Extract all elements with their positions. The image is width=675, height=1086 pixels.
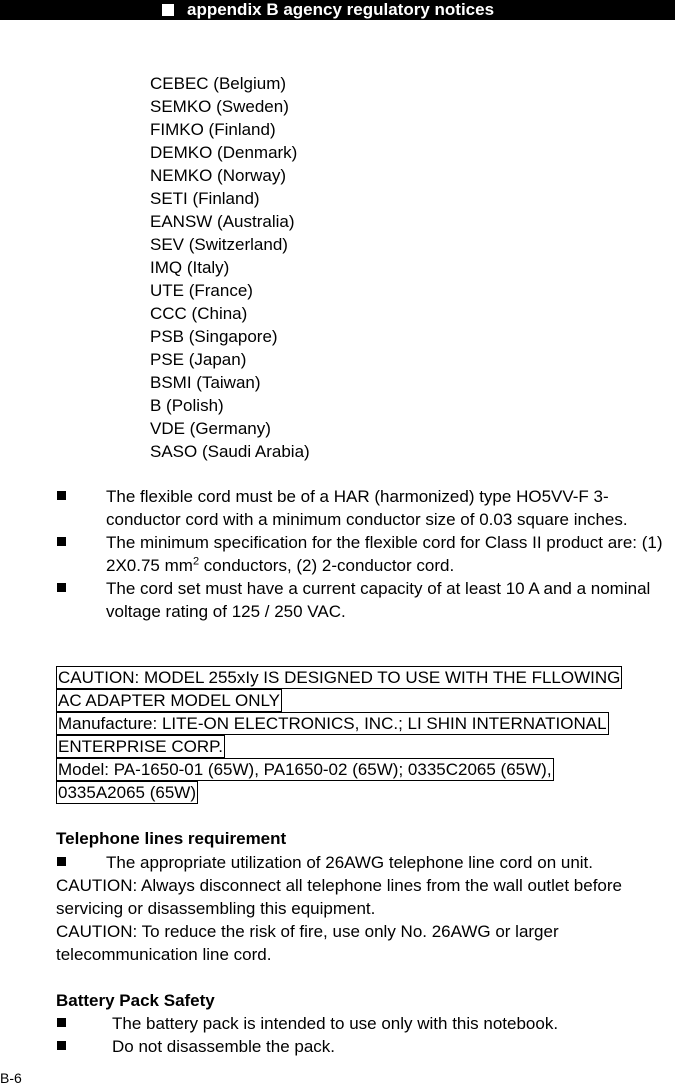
list-item [56, 1012, 666, 1035]
agency-item: SEV (Switzerland) [150, 235, 288, 254]
cord-item-text: The minimum specification for the flexible cord for Class II product are: (1) 2X0.75 mm [106, 533, 663, 575]
agency-list [150, 72, 310, 463]
agency-item: PSB (Singapore) [150, 327, 278, 346]
agency-item: SASO (Saudi Arabia) [150, 442, 310, 461]
telephone-item-text: The appropriate utilization of 26AWG telephone line cord on unit. [106, 853, 593, 872]
bullet-square-icon [57, 1018, 66, 1027]
list-item [56, 531, 666, 577]
agency-item: EANSW (Australia) [150, 212, 295, 231]
list-item [56, 577, 666, 623]
page-number: B-6 [0, 1070, 22, 1086]
bullet-square-icon [57, 491, 66, 500]
list-item [56, 851, 666, 874]
section-header [0, 0, 675, 20]
caution-line: ENTERPRISE CORP. [58, 737, 224, 756]
agency-item: FIMKO (Finland) [150, 120, 276, 139]
cord-item-text: The cord set must have a current capacity of at least 10 A and a nominal voltage rating of 125 / 250 VAC. [106, 579, 651, 621]
agency-item: BSMI (Taiwan) [150, 373, 261, 392]
battery-item-text: The battery pack is intended to use only with this notebook. [112, 1014, 559, 1033]
agency-item: CCC (China) [150, 304, 248, 323]
cord-item-text-cont: conductors, (2) 2-conductor cord. [199, 556, 455, 575]
agency-item: IMQ (Italy) [150, 258, 230, 277]
bullet-square-icon [57, 1041, 66, 1050]
list-item [56, 485, 666, 531]
telephone-caution-2: CAUTION: To reduce the risk of fire, use only No. 26AWG or larger telecommunication line cord. [56, 922, 559, 964]
battery-item-text: Do not disassemble the pack. [112, 1037, 336, 1056]
header-title: appendix B agency regulatory notices [187, 0, 495, 19]
adapter-caution-block [56, 666, 675, 804]
agency-item: PSE (Japan) [150, 350, 247, 369]
battery-list [56, 1012, 666, 1058]
caution-line: 0335A2065 (65W) [58, 783, 196, 802]
header-square-icon [162, 4, 174, 16]
telephone-list [56, 851, 666, 874]
bullet-square-icon [57, 537, 66, 546]
bullet-square-icon [57, 583, 66, 592]
caution-line: Manufacture: LITE-ON ELECTRONICS, INC.; LI SHIN INTERNATIONAL [58, 714, 607, 733]
cord-item-text: The flexible cord must be of a HAR (harmonized) type HO5VV-F 3-conductor cord with a minimum conductor size of 0.03 square inches. [106, 487, 628, 529]
telephone-caution-1: CAUTION: Always disconnect all telephone lines from the wall outlet before servicing or disassembling this equipment. [56, 876, 622, 918]
caution-line: Model: PA-1650-01 (65W), PA1650-02 (65W); 0335C2065 (65W), [58, 760, 552, 779]
agency-item: DEMKO (Denmark) [150, 143, 298, 162]
agency-item: VDE (Germany) [150, 419, 271, 438]
agency-item: SEMKO (Sweden) [150, 97, 289, 116]
agency-item: CEBEC (Belgium) [150, 74, 287, 93]
agency-item: UTE (France) [150, 281, 253, 300]
telephone-section-title: Telephone lines requirement [56, 829, 287, 848]
agency-item: B (Polish) [150, 396, 224, 415]
agency-item: SETI (Finland) [150, 189, 260, 208]
bullet-square-icon [57, 857, 66, 866]
battery-section-title: Battery Pack Safety [56, 991, 215, 1010]
caution-line: AC ADAPTER MODEL ONLY [58, 691, 280, 710]
cord-requirements-list [56, 485, 666, 623]
agency-item: NEMKO (Norway) [150, 166, 287, 185]
superscript: 2 [192, 555, 200, 568]
caution-line: CAUTION: MODEL 255xIy IS DESIGNED TO USE WITH THE FLLOWING [58, 668, 621, 687]
list-item [56, 1035, 666, 1058]
